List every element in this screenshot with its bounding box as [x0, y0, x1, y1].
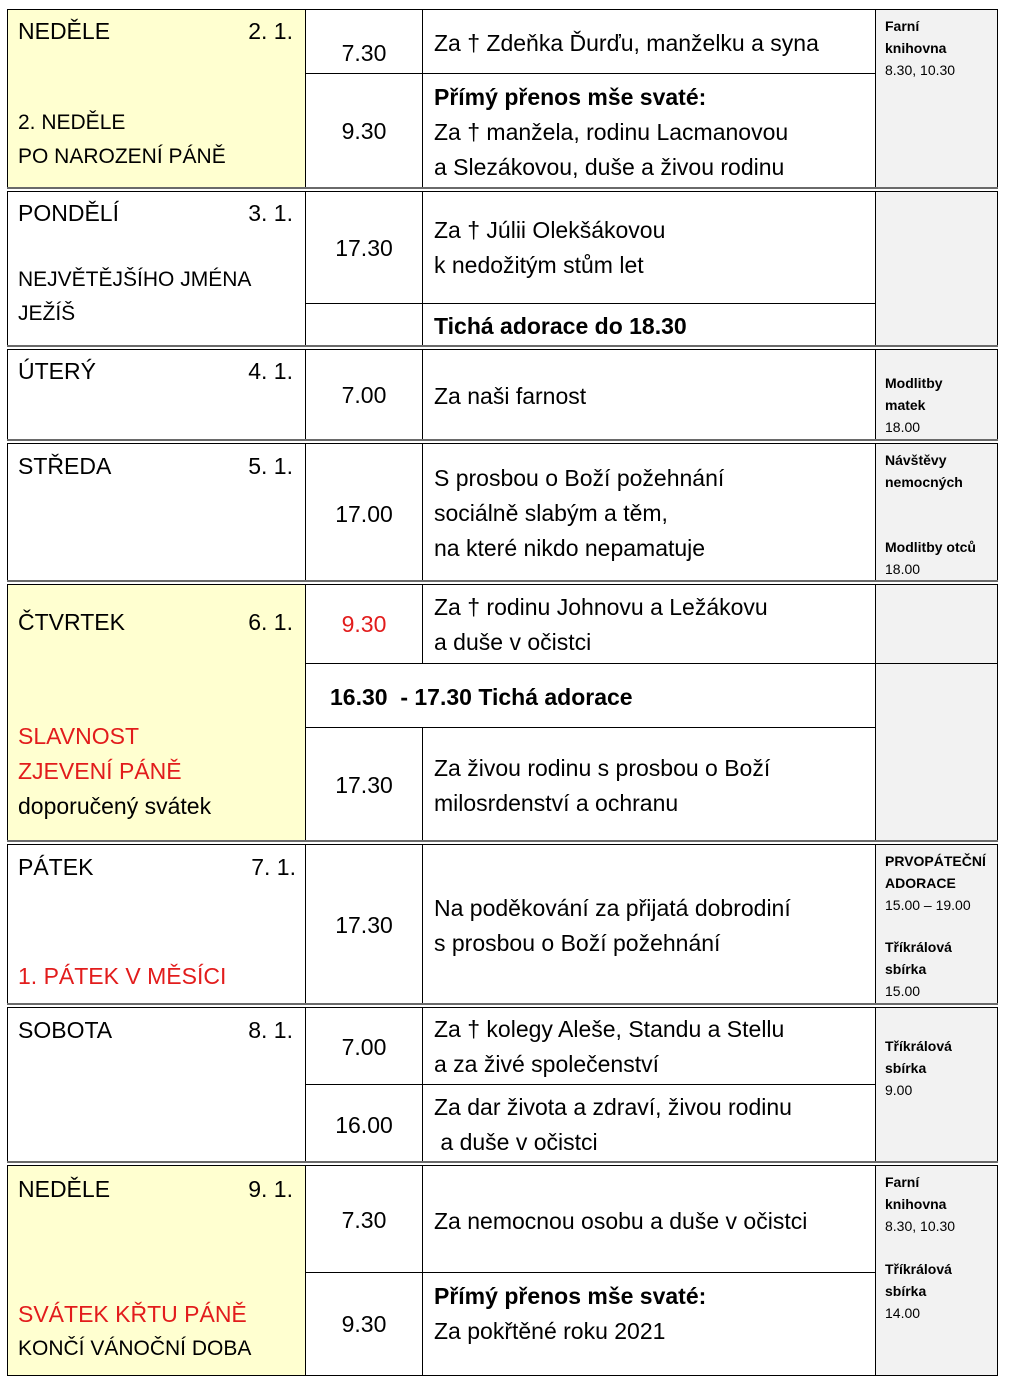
note-value: 9.00: [885, 1082, 913, 1098]
mass-intention: Za nemocnou osobu a duše v očistci: [434, 1208, 808, 1234]
note-title: PRVOPÁTEČNÍ: [885, 853, 986, 869]
day-date: 3. 1.: [248, 200, 293, 226]
note-title: sbírka: [885, 1283, 927, 1299]
day-name: SOBOTA: [18, 1017, 113, 1043]
day-separator: [7, 1003, 998, 1005]
note-value: 8.30, 10.30: [885, 62, 956, 78]
day-date: 7. 1.: [251, 854, 296, 880]
notes-cell: [875, 191, 998, 347]
day-subtitle: ZJEVENÍ PÁNĚ: [18, 758, 182, 784]
note-title: Farní: [885, 1174, 920, 1190]
mass-intention: Za naši farnost: [434, 383, 587, 409]
day-subtitle: 1. PÁTEK V MĚSÍCI: [18, 963, 227, 989]
mass-intention: sociálně slabým a těm,: [434, 500, 668, 526]
mass-time: 7.00: [341, 1034, 387, 1060]
day-name: PONDĚLÍ: [18, 200, 119, 226]
day-separator: [7, 345, 998, 347]
day-subtitle: JEŽÍŠ: [18, 302, 76, 325]
note-value: 18.00: [885, 561, 921, 577]
day-subtitle: doporučený svátek: [18, 793, 212, 819]
mass-intention: a Slezákovou, duše a živou rodinu: [434, 154, 785, 180]
mass-intention: k nedožitým stům let: [434, 252, 644, 278]
day-separator: [7, 187, 998, 189]
mass-intention: a za živé společenství: [434, 1051, 660, 1077]
mass-time: 7.30: [341, 40, 387, 66]
note-value: 15.00 – 19.00: [885, 897, 971, 913]
notes-cell: [875, 663, 998, 842]
mass-time: 9.30: [341, 118, 387, 144]
note-value: 15.00: [885, 983, 921, 999]
mass-heading: Přímý přenos mše svaté:: [434, 84, 707, 110]
mass-intention: Za pokřtěné roku 2021: [434, 1318, 666, 1344]
mass-intention: Za dar života a zdraví, živou rodinu: [434, 1094, 792, 1120]
day-separator: [7, 580, 998, 582]
day-date: 9. 1.: [248, 1176, 293, 1202]
mass-intention: s prosbou o Boží požehnání: [434, 930, 721, 956]
note-title: Modlitby: [885, 375, 943, 391]
mass-intention: a duše v očistci: [434, 629, 592, 655]
adoration-text: 16.30 - 17.30 Tichá adorace: [330, 684, 633, 710]
mass-intention: Za † kolegy Aleše, Standu a Stellu: [434, 1016, 785, 1042]
mass-time: 16.00: [335, 1112, 393, 1138]
day-date: 8. 1.: [248, 1017, 293, 1043]
note-title: Návštěvy: [885, 452, 947, 468]
mass-time: 17.00: [335, 501, 393, 527]
mass-intention: Za † Júlii Olekšákovou: [434, 217, 666, 243]
day-separator: [7, 439, 998, 441]
mass-time: 7.30: [341, 1207, 387, 1233]
mass-intention: Za † Zdeňka Ďurďu, manželku a syna: [434, 30, 819, 56]
day-date: 5. 1.: [248, 453, 293, 479]
notes-cell: [875, 584, 998, 664]
mass-intention: Za † manžela, rodinu Lacmanovou: [434, 119, 789, 145]
note-title: ADORACE: [885, 875, 956, 891]
day-subtitle: PO NAROZENÍ PÁNĚ: [18, 145, 226, 168]
note-title: knihovna: [885, 1196, 947, 1212]
day-name: STŘEDA: [18, 453, 112, 479]
time-cell: [305, 303, 423, 347]
mass-intention: milosrdenství a ochranu: [434, 790, 679, 816]
mass-intention: Za † rodinu Johnovu a Ležákovu: [434, 594, 768, 620]
day-name: PÁTEK: [18, 854, 94, 880]
note-title: sbírka: [885, 1060, 927, 1076]
day-name: NEDĚLE: [18, 18, 111, 44]
note-title: Tříkrálová: [885, 1038, 952, 1054]
note-title: Tříkrálová: [885, 1261, 952, 1277]
mass-time: 9.30: [341, 611, 387, 637]
note-value: 18.00: [885, 419, 921, 435]
note-title: Modlitby otců: [885, 539, 976, 555]
note-title: matek: [885, 397, 926, 413]
mass-intention: Na poděkování za přijatá dobrodiní: [434, 895, 791, 921]
day-subtitle: KONČÍ VÁNOČNÍ DOBA: [18, 1337, 252, 1360]
day-subtitle: 2. NEDĚLE: [18, 111, 126, 134]
mass-time: 7.00: [341, 382, 387, 408]
note-title: knihovna: [885, 40, 947, 56]
mass-intention: Za živou rodinu s prosbou o Boží: [434, 755, 771, 781]
day-name: NEDĚLE: [18, 1176, 111, 1202]
day-subtitle: NEJVĚTĚJŠÍHO JMÉNA: [18, 268, 252, 291]
day-date: 4. 1.: [248, 358, 293, 384]
day-name: ČTVRTEK: [18, 609, 125, 635]
mass-heading: Přímý přenos mše svaté:: [434, 1283, 707, 1309]
day-date: 2. 1.: [248, 18, 293, 44]
day-subtitle: SLAVNOST: [18, 723, 139, 749]
mass-time: 17.30: [335, 912, 393, 938]
mass-time: 9.30: [341, 1311, 387, 1337]
day-name: ÚTERÝ: [18, 358, 96, 384]
day-separator: [7, 1161, 998, 1163]
note-title: sbírka: [885, 961, 927, 977]
note-value: 14.00: [885, 1305, 921, 1321]
mass-intention: a duše v očistci: [434, 1129, 598, 1155]
day-date: 6. 1.: [248, 609, 293, 635]
day-separator: [7, 840, 998, 842]
note-title: nemocných: [885, 474, 963, 490]
mass-time: 17.30: [335, 235, 393, 261]
mass-intention: S prosbou o Boží požehnání: [434, 465, 725, 491]
mass-intention: na které nikdo nepamatuje: [434, 535, 706, 561]
note-title: Tříkrálová: [885, 939, 952, 955]
adoration-text: Tichá adorace do 18.30: [434, 313, 687, 339]
mass-time: 17.30: [335, 772, 393, 798]
note-title: Farní: [885, 18, 920, 34]
note-value: 8.30, 10.30: [885, 1218, 956, 1234]
day-subtitle: SVÁTEK KŘTU PÁNĚ: [18, 1301, 247, 1327]
